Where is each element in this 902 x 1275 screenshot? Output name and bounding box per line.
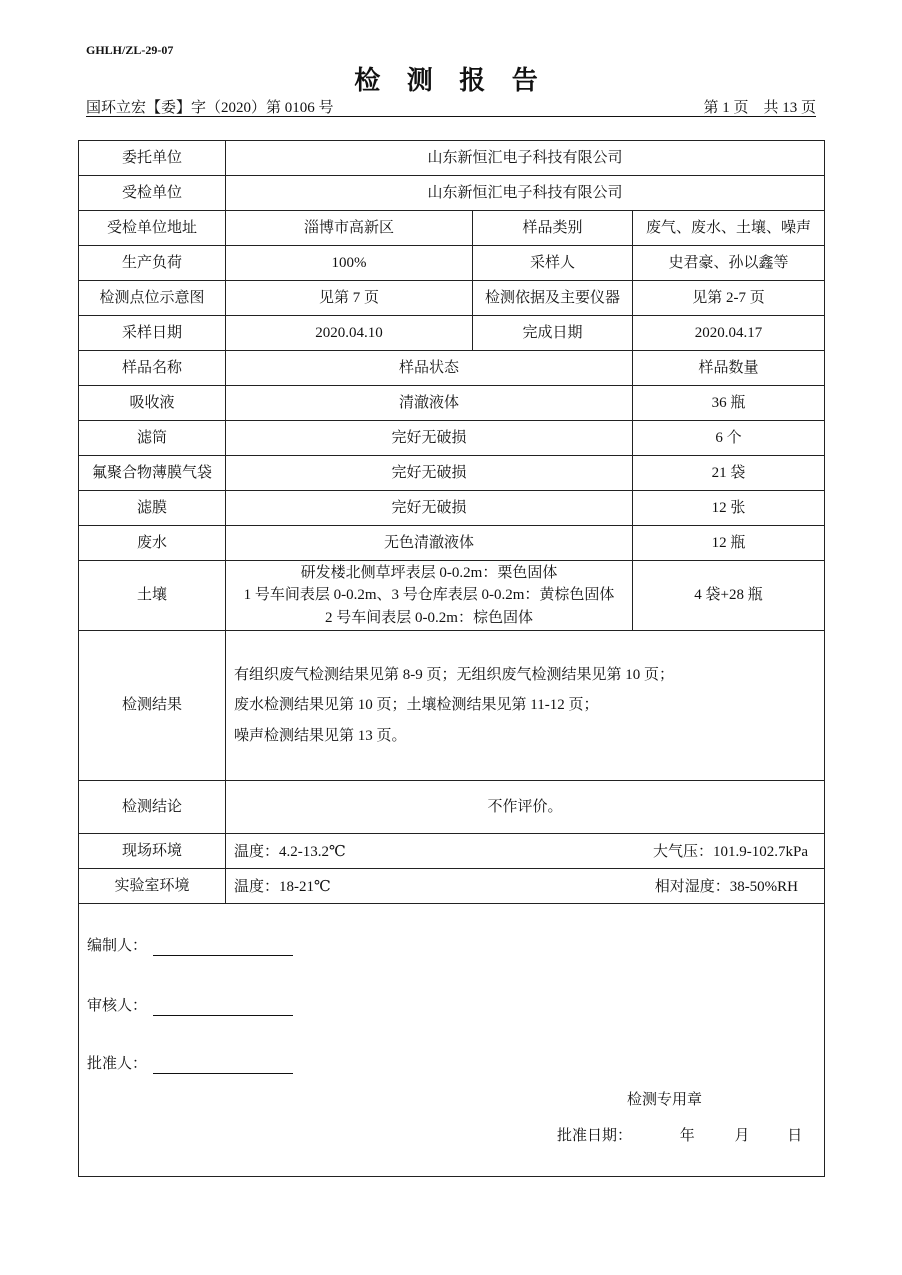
approver-label: 批准人： xyxy=(87,1056,148,1072)
inspection-stamp-label: 检测专用章 xyxy=(627,1092,703,1108)
table-row xyxy=(79,526,825,561)
sample-qty: 6 个 xyxy=(633,421,825,456)
soil-state-line: 1 号车间表层 0-0.2m、3 号仓库表层 0-0.2m：黄棕色固体 xyxy=(243,587,615,604)
sample-qty-header: 样品数量 xyxy=(633,351,825,386)
sampler-value: 史君豪、孙以鑫等 xyxy=(633,246,825,281)
report-number: 国环立宏【委】字（2020）第 0106 号 xyxy=(86,100,334,116)
results-label: 检测结果 xyxy=(79,631,226,781)
report-number-line xyxy=(86,96,816,117)
load-label: 生产负荷 xyxy=(79,246,226,281)
sample-qty: 36 瓶 xyxy=(633,386,825,421)
sample-name: 氟聚合物薄膜气袋 xyxy=(79,456,226,491)
approval-day: 日 xyxy=(787,1128,803,1144)
lab-env-label: 实验室环境 xyxy=(79,869,226,904)
compiler-signature-line xyxy=(153,939,293,956)
results-line: 有组织废气检测结果见第 8-9 页；无组织废气检测结果见第 10 页； xyxy=(234,667,674,684)
table-row xyxy=(79,834,825,869)
table-row xyxy=(79,351,825,386)
sampler-label: 采样人 xyxy=(473,246,633,281)
approval-year: 年 xyxy=(679,1128,695,1144)
table-row xyxy=(79,869,825,904)
table-row xyxy=(79,631,825,781)
reviewer-label: 审核人： xyxy=(87,998,148,1014)
sample-name-header: 样品名称 xyxy=(79,351,226,386)
soil-state-line: 研发楼北侧草坪表层 0-0.2m：栗色固体 xyxy=(300,564,558,581)
soil-name: 土壤 xyxy=(79,561,226,631)
results-line: 噪声检测结果见第 13 页。 xyxy=(234,727,407,744)
sample-type-value: 废气、废水、土壤、噪声 xyxy=(633,211,825,246)
sample-name: 吸收液 xyxy=(79,386,226,421)
sample-state: 清澈液体 xyxy=(226,386,633,421)
sample-name: 废水 xyxy=(79,526,226,561)
sample-state: 完好无破损 xyxy=(226,456,633,491)
table-row xyxy=(79,316,825,351)
table-row xyxy=(79,491,825,526)
signature-section xyxy=(79,904,825,1177)
load-value: 100% xyxy=(226,246,473,281)
table-row xyxy=(79,781,825,834)
conclusion-value: 不作评价。 xyxy=(226,781,825,834)
sample-qty: 12 瓶 xyxy=(633,526,825,561)
table-row xyxy=(79,176,825,211)
site-env-value xyxy=(226,834,825,869)
table-row xyxy=(79,211,825,246)
compiler-field xyxy=(87,936,293,956)
approver-signature-line xyxy=(153,1057,293,1074)
finish-date-value: 2020.04.17 xyxy=(633,316,825,351)
lab-humidity: 相对湿度：38-50%RH xyxy=(654,879,799,895)
results-value xyxy=(226,631,825,781)
finish-date-label: 完成日期 xyxy=(473,316,633,351)
sample-name: 滤膜 xyxy=(79,491,226,526)
sample-state: 无色清澈液体 xyxy=(226,526,633,561)
table-row xyxy=(79,456,825,491)
table-row xyxy=(79,281,825,316)
sampling-date-value: 2020.04.10 xyxy=(226,316,473,351)
sampling-date-label: 采样日期 xyxy=(79,316,226,351)
sample-name: 滤筒 xyxy=(79,421,226,456)
soil-qty: 4 袋+28 瓶 xyxy=(633,561,825,631)
basis-value: 见第 2-7 页 xyxy=(633,281,825,316)
reviewer-field xyxy=(87,996,293,1016)
client-value: 山东新恒汇电子科技有限公司 xyxy=(226,141,825,176)
soil-state xyxy=(226,561,633,631)
sample-qty: 21 袋 xyxy=(633,456,825,491)
lab-env-value xyxy=(226,869,825,904)
reviewer-signature-line xyxy=(153,999,293,1016)
site-temperature: 温度：4.2-13.2℃ xyxy=(234,844,346,860)
inspected-label: 受检单位 xyxy=(79,176,226,211)
document-code: GHLH/ZL-29-07 xyxy=(86,43,174,57)
compiler-label: 编制人： xyxy=(87,938,148,954)
results-line: 废水检测结果见第 10 页；土壤检测结果见第 11-12 页； xyxy=(234,697,599,714)
points-value: 见第 7 页 xyxy=(226,281,473,316)
basis-label: 检测依据及主要仪器 xyxy=(473,281,633,316)
approval-date-label: 批准日期： xyxy=(557,1128,633,1144)
address-label: 受检单位地址 xyxy=(79,211,226,246)
sample-state: 完好无破损 xyxy=(226,421,633,456)
approval-month: 月 xyxy=(734,1128,750,1144)
inspected-value: 山东新恒汇电子科技有限公司 xyxy=(226,176,825,211)
page-info: 第 1 页 共 13 页 xyxy=(703,100,816,116)
table-row xyxy=(79,421,825,456)
points-label: 检测点位示意图 xyxy=(79,281,226,316)
conclusion-label: 检测结论 xyxy=(79,781,226,834)
report-table xyxy=(78,140,825,1177)
page-title: 检 测 报 告 xyxy=(354,66,548,95)
soil-state-line: 2 号车间表层 0-0.2m：棕色固体 xyxy=(325,609,533,626)
client-label: 委托单位 xyxy=(79,141,226,176)
sample-state: 完好无破损 xyxy=(226,491,633,526)
sample-qty: 12 张 xyxy=(633,491,825,526)
lab-temperature: 温度：18-21℃ xyxy=(234,879,331,895)
table-row xyxy=(79,386,825,421)
sample-state-header: 样品状态 xyxy=(226,351,633,386)
approval-date xyxy=(557,1126,802,1146)
sample-type-label: 样品类别 xyxy=(473,211,633,246)
table-row xyxy=(79,561,825,631)
site-env-label: 现场环境 xyxy=(79,834,226,869)
site-pressure: 大气压：101.9-102.7kPa xyxy=(653,844,809,860)
approver-field xyxy=(87,1054,293,1074)
address-value: 淄博市高新区 xyxy=(226,211,473,246)
table-row xyxy=(79,141,825,176)
table-row xyxy=(79,246,825,281)
